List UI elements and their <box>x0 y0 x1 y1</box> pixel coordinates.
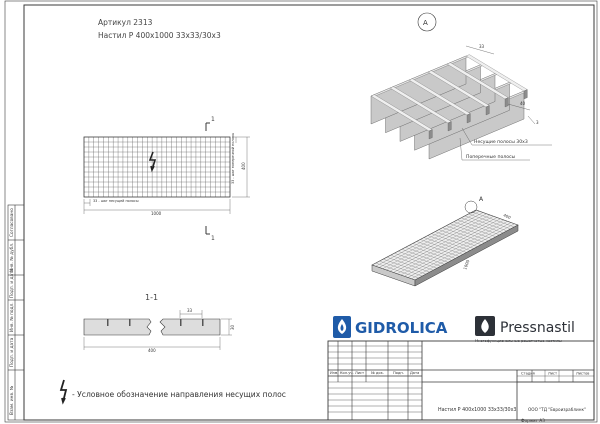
iso-dim-width: 400 <box>502 212 512 221</box>
col-header: Изм. <box>330 371 339 375</box>
plan-dim-pitch-horizontal: 33 - шаг несущей полосы <box>93 199 139 203</box>
col-header: № док. <box>371 371 384 375</box>
section-profile <box>160 319 220 335</box>
gidrolica-wordmark: GIDROLICA <box>355 319 448 337</box>
plan-dim-pitch-vertical: 33 - шаг поперечной полосы <box>231 132 235 184</box>
title-block-stage-headers <box>521 372 589 376</box>
plan-dim-length: 1000 <box>151 211 162 216</box>
section-dim-pitch: 33 <box>187 308 193 313</box>
cross-bar-end <box>429 130 432 139</box>
detail-a-label: А <box>423 19 428 27</box>
iso-view <box>372 196 518 286</box>
callout-bearing-bars: Несущие полосы 30х3 <box>474 140 528 145</box>
iso-grating <box>372 210 518 286</box>
section-mark-label: 1 <box>211 235 215 242</box>
plan-view <box>84 116 250 242</box>
section-dim-width: 400 <box>148 348 156 353</box>
format-label: Формат А3 <box>521 418 545 423</box>
cross-bar-end <box>524 90 527 99</box>
title-block-col-headers <box>330 371 419 375</box>
side-stamp-label: Согласовано <box>10 208 15 237</box>
section-dim-height: 30 <box>230 324 235 330</box>
detail-a-dim-side: 40 <box>520 101 526 106</box>
detail-a <box>371 13 552 160</box>
iso-detail-circle <box>465 201 477 213</box>
product-name: Настил Р 400х1000 33х33/30х3 <box>98 31 221 40</box>
title-block-designation: Настил Р 400х1000 33х33/30х3 <box>438 408 517 413</box>
side-stamp-label: Инв. № дубл. <box>10 242 15 272</box>
cross-bar-end <box>448 122 451 131</box>
iso-dim-length: 1000 <box>462 259 471 271</box>
legend-text: - Условное обозначение направления несущих полос <box>72 390 286 399</box>
cross-bar-end <box>486 106 489 115</box>
cross-bar-end <box>505 98 508 107</box>
side-stamp-labels <box>9 208 15 415</box>
section-title: 1-1 <box>145 293 159 302</box>
section-mark-bottom <box>206 226 210 234</box>
title-block-company: ООО "ТД "Евроизраблинк" <box>528 407 586 412</box>
section-profile <box>84 319 151 335</box>
side-stamp-label: Подп. и дата <box>10 337 15 367</box>
detail-a-dim-top: 33 <box>479 44 485 49</box>
plan-grid <box>84 137 230 197</box>
article-number: Артикул 2313 <box>98 18 153 27</box>
cross-bar-end <box>467 114 470 123</box>
callout-cross-bars: Поперечные полосы <box>466 155 516 160</box>
stage-header: Листов <box>576 371 590 376</box>
section-view <box>84 293 235 353</box>
plan-dim-width: 400 <box>241 162 246 170</box>
side-stamp-label: Инв. № подл. <box>10 302 15 332</box>
stage-header: Лист <box>548 371 558 376</box>
side-stamp-label: Взам. инв. № <box>10 385 15 415</box>
pressnastil-wordmark: Pressnastil <box>500 320 575 336</box>
side-stamp-label: Подп. и дата <box>10 268 15 298</box>
legend-direction-symbol <box>61 380 66 402</box>
stage-header: Стадия <box>521 371 535 376</box>
sheet-frame <box>5 1 597 422</box>
col-header: Лист <box>355 371 365 375</box>
pressnastil-logo <box>475 316 575 343</box>
section-mark-top <box>206 123 210 131</box>
col-header: Дата <box>410 371 420 375</box>
section-mark-label: 1 <box>211 116 215 123</box>
bearing-direction-symbol <box>150 152 155 170</box>
gidrolica-logo <box>333 316 448 338</box>
col-header: Подп. <box>393 371 404 375</box>
iso-detail-label: А <box>479 196 484 203</box>
pressnastil-tagline: Многофункциональные решетчатые настилы <box>475 339 562 343</box>
detail-a-dim-right: 3 <box>536 120 539 125</box>
col-header: Кол.уч. <box>340 371 354 375</box>
